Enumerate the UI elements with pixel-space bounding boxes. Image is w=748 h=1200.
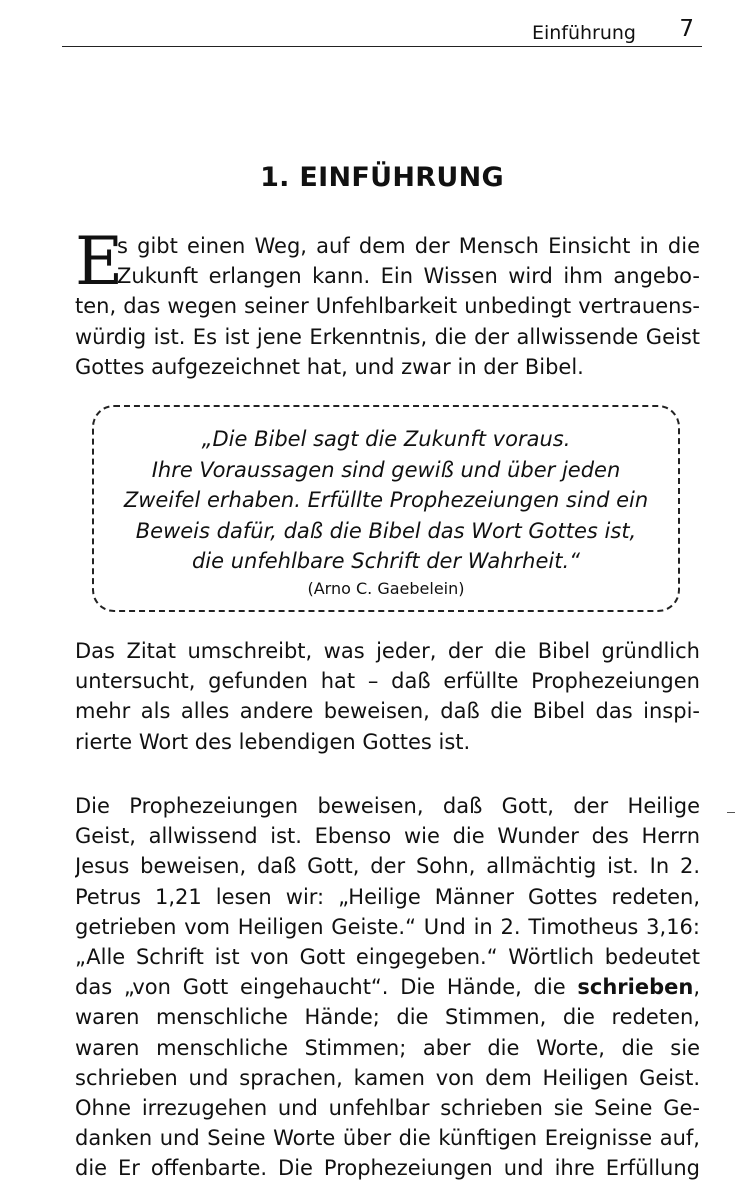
quote-box bbox=[92, 405, 680, 612]
quote-text bbox=[94, 424, 678, 577]
intro-line: Zukunft erlangen kann. Ein Wissen wird ihm angebo- bbox=[117, 264, 700, 289]
intro-paragraph bbox=[75, 223, 700, 382]
paragraph-line bbox=[75, 972, 700, 1002]
paragraph-line-text: das „von Gott eingehaucht“. Die Hände, die bbox=[75, 975, 566, 1000]
quote-line: die unfehlbare Schrift der Wahrheit.“ bbox=[191, 549, 581, 573]
paragraph-line: Ohne irrezugehen und unfehlbar schrieben sie Seine Ge- bbox=[75, 1096, 700, 1121]
paragraph-line: waren menschliche Stimmen; aber die Worte, die sie bbox=[75, 1035, 700, 1060]
intro-line: würdig ist. Es ist jene Erkenntnis, die der allwissende Geist bbox=[75, 324, 700, 349]
paragraph-line: rierte Wort des lebendigen Gottes ist. bbox=[75, 729, 471, 754]
quote-line: Beweis dafür, daß die Bibel das Wort Gottes ist, bbox=[135, 518, 637, 543]
paragraph-line: Jesus beweisen, daß Gott, der Sohn, allmächtig ist. In 2. bbox=[75, 854, 700, 879]
paragraph-line: danken und Seine Worte über die künftigen Ereignisse auf, bbox=[75, 1126, 700, 1151]
running-head-title: Einführung bbox=[531, 22, 636, 44]
paragraph-3 bbox=[75, 791, 700, 1184]
paragraph-line: Das Zitat umschreibt, was jeder, der die Bibel gründlich bbox=[75, 639, 700, 663]
quote-line: „Die Bibel sagt die Zukunft voraus. bbox=[201, 427, 571, 451]
paragraph-line: mehr als alles andere beweisen, daß die Bibel das inspi- bbox=[75, 699, 700, 724]
margin-mark bbox=[727, 812, 735, 813]
paragraph-line: Petrus 1,21 lesen wir: „Heilige Männer Gottes redeten, bbox=[75, 884, 700, 909]
paragraph-line: Die Prophezeiungen beweisen, daß Gott, der Heilige bbox=[75, 794, 700, 818]
quote-line: Ihre Voraussagen sind gewiß und über jeden bbox=[151, 457, 621, 482]
paragraph-line: „Alle Schrift ist von Gott eingegeben.“ Wörtlich bedeutet bbox=[75, 945, 700, 970]
paragraph-line: waren menschliche Hände; die Stimmen, die redeten, bbox=[75, 1005, 700, 1030]
bold-word-punctuation: , bbox=[693, 975, 700, 1000]
paragraph-line: getrieben vom Heiligen Geiste.“ Und in 2. Timotheus 3,16: bbox=[75, 914, 700, 939]
page-number: 7 bbox=[679, 16, 694, 42]
drop-cap: E bbox=[75, 223, 124, 300]
paragraph-line: Geist, allwissend ist. Ebenso wie die Wunder des Herrn bbox=[75, 824, 700, 849]
paragraph-line: schrieben und sprachen, kamen von dem Heiligen Geist. bbox=[75, 1065, 700, 1090]
quote-author: (Arno C. Gaebelein) bbox=[307, 579, 465, 598]
paragraph-2 bbox=[75, 636, 700, 757]
quote-line: Zweifel erhaben. Erfüllte Prophezeiungen sind ein bbox=[123, 488, 649, 512]
intro-line: s gibt einen Weg, auf dem der Mensch Einsicht in die bbox=[117, 234, 700, 258]
bold-word: schrieben bbox=[577, 975, 694, 1000]
chapter-title: 1. EINFÜHRUNG bbox=[260, 162, 504, 193]
paragraph-line: die Er offenbarte. Die Prophezeiungen und ihre Erfüllung bbox=[75, 1156, 700, 1181]
paragraph-line: untersucht, gefunden hat – daß erfüllte Prophezeiungen bbox=[75, 669, 700, 694]
running-head bbox=[62, 14, 702, 47]
intro-line: ten, das wegen seiner Unfehlbarkeit unbedingt vertrauens- bbox=[75, 294, 700, 319]
intro-line: Gottes aufgezeichnet hat, und zwar in der Bibel. bbox=[75, 354, 584, 379]
